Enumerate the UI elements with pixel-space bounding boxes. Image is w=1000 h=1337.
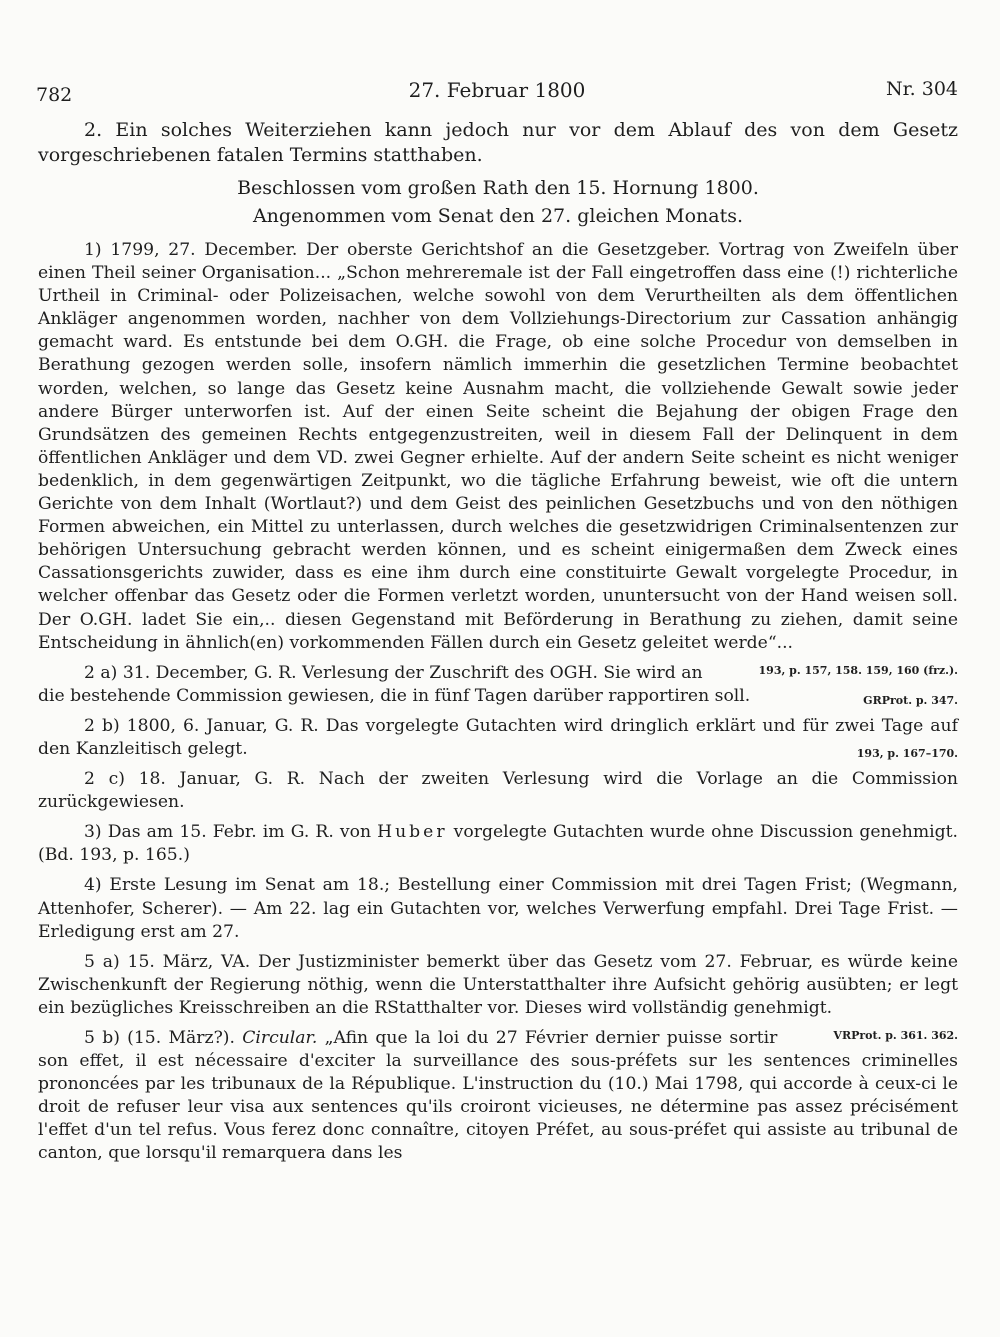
footnote-2b-text: 2 b) 1800, 6. Januar, G. R. Das vorgelegte Gutachten wird dringlich erklärt und für zwei Tage auf den Kanzleitisch gelegt. (38, 715, 958, 759)
footnote-2b-ref: 193, p. 167–170. (856, 746, 958, 760)
document-number: Nr. 304 (886, 78, 958, 100)
page-number: 782 (36, 84, 73, 106)
footnote-5b-post: „Afin que la loi du 27 Février dernier puisse sortir son effet, il est nécessaire d'exciter la surveillance des sous-préfets sur les sentences criminelles prononcées par les tribunaux de la République. L'instruction du (10.) Mai 1798, qui accorde à ceux-ci le droit de refuser leur visa aux sentences qu'ils croiront vicieuses, ne détermine pas assez précisément l'effet d'un tel refus. Vous ferez donc connaître, citoyen Préfet, au sous-préfet qui assiste au tribunal de canton, que lorsqu'il remarquera dans les (38, 1028, 958, 1164)
footnote-3 (38, 821, 958, 867)
footnote-1-ref: 193, p. 157, 158. 159, 160 (frz.). (758, 663, 958, 677)
footnote-2c: 2 c) 18. Januar, G. R. Nach der zweiten Verlesung wird die Vorlage an die Commission zurückgewiesen. (38, 769, 958, 813)
footnote-5a-text: 5 a) 15. März, VA. Der Justizminister bemerkt über das Gesetz vom 27. Februar, es würde keine Zwischenkunft der Regierung nöthig, wenn die Unterstatthalter ihre Aufsicht gehörig ausübten; er legt ein bezügliches Kreisschreiben an die RStatthalter vor. Dieses wird vollständig genehmigt. (38, 951, 958, 1018)
footnote-5b-pre: 5 b) (15. März?). (84, 1028, 243, 1048)
footnote-1 (38, 239, 958, 677)
footnote-5a-ref: VRProt. p. 361. 362. (833, 1029, 958, 1042)
header-date: 27. Februar 1800 (408, 78, 586, 102)
page-header (36, 78, 958, 110)
footnote-1-text: 1) 1799, 27. December. Der oberste Gerichtshof an die Gesetzgeber. Vortrag von Zweifeln über einen Theil seiner Organisation... „Schon mehreremale ist der Fall eingetroffen dass eine (!) richterliche Urtheil in Criminal- oder Polizeisachen, welche sowohl von dem Verurtheilten als dem öffentlichen Ankläger angenommen worden, nachher von dem Vollziehungs-Directorium zur Cassation anhängig gemacht ward. Es entstunde bei dem O.GH. die Frage, ob eine solche Procedur von demselben in Berathung gezogen werden solle, insofern nämlich immerhin die gesetzlichen Termine beobachtet worden, welchen, so lange das Gesetz keine Ausnahm macht, die vollziehende Gewalt sowie jeder andere Bürger unterworfen ist. Auf der einen Seite scheint die Bejahung der obigen Frage den Grundsätzen des gemeinen Rechts entgegenzustreiten, weil in diesem Fall der Delinquent in dem öffentlichen Ankläger und dem VD. zwei Gegner erhielte. Auf der andern Seite scheint es nicht weniger bedenklich, in dem gegenwärtigen Zeitpunkt, wo die tägliche Erfahrung beweist, wie oft die untern Gerichte von dem Inhalt (Wortlaut?) und dem Geist des peinlichen Gesetzbuchs und von den nöthigen Formen abweichen, ein Mittel zu unterlassen, durch welches die gesetzwidrigen Criminalsentenzen zur behörigen Untersuchung gebracht werden können, und es scheint einigermaßen dem Zweck eines Cassationsgerichts zuwider, dass es eine ihm durch eine constituirte Gewalt vorgelegte Procedur, in welcher offenbar das Gesetz oder die Formen verletzt worden, ununtersucht von der Hand weisen soll. Der O.GH. ladet Sie ein,.. diesen Gegenstand mit Beförderung in Berathung zu ziehen, damit seine Entscheidung in ähnlich(en) vorkommenden Fällen durch ein Gesetz geleitet werde“... (38, 240, 958, 653)
article-2: 2. Ein solches Weiterziehen kann jedoch nur vor dem Ablauf des von dem Gesetz vorgeschriebenen fatalen Termins statthaben. (38, 119, 958, 166)
angenommen-line: Angenommen vom Senat den 27. gleichen Monats. (252, 205, 744, 227)
footnote-3-pre: 3) Das am 15. Febr. im G. R. von (84, 822, 378, 843)
footnote-5b-circular: Circular. (242, 1028, 318, 1048)
footnote-2a-ref: GRProt. p. 347. (863, 693, 958, 707)
footnote-2b (38, 715, 958, 761)
page-body (38, 118, 958, 1173)
footnote-2a-text: 2 a) 31. December, G. R. Verlesung der Zuschrift des OGH. Sie wird an die bestehende Commission gewiesen, die in fünf Tagen darüber rapportiren soll. (38, 662, 751, 706)
beschlossen-line: Beschlossen vom großen Rath den 15. Hornung 1800. (237, 177, 759, 199)
footnote-5b (38, 1027, 958, 1166)
footnote-3-name: Huber (377, 822, 448, 843)
footnote-4: 4) Erste Lesung im Senat am 18.; Bestellung einer Commission mit drei Tagen Frist; (Wegmann, Attenhofer, Scherer). — Am 22. lag ein Gutachten vor, welches Verwerfung empfahl. Drei Tage Frist. — Erledigung erst am 27. (38, 875, 958, 942)
footnote-3-post: vorgelegte Gutachten wurde ohne Discussion genehmigt. (Bd. 193, p. 165.) (38, 822, 958, 866)
